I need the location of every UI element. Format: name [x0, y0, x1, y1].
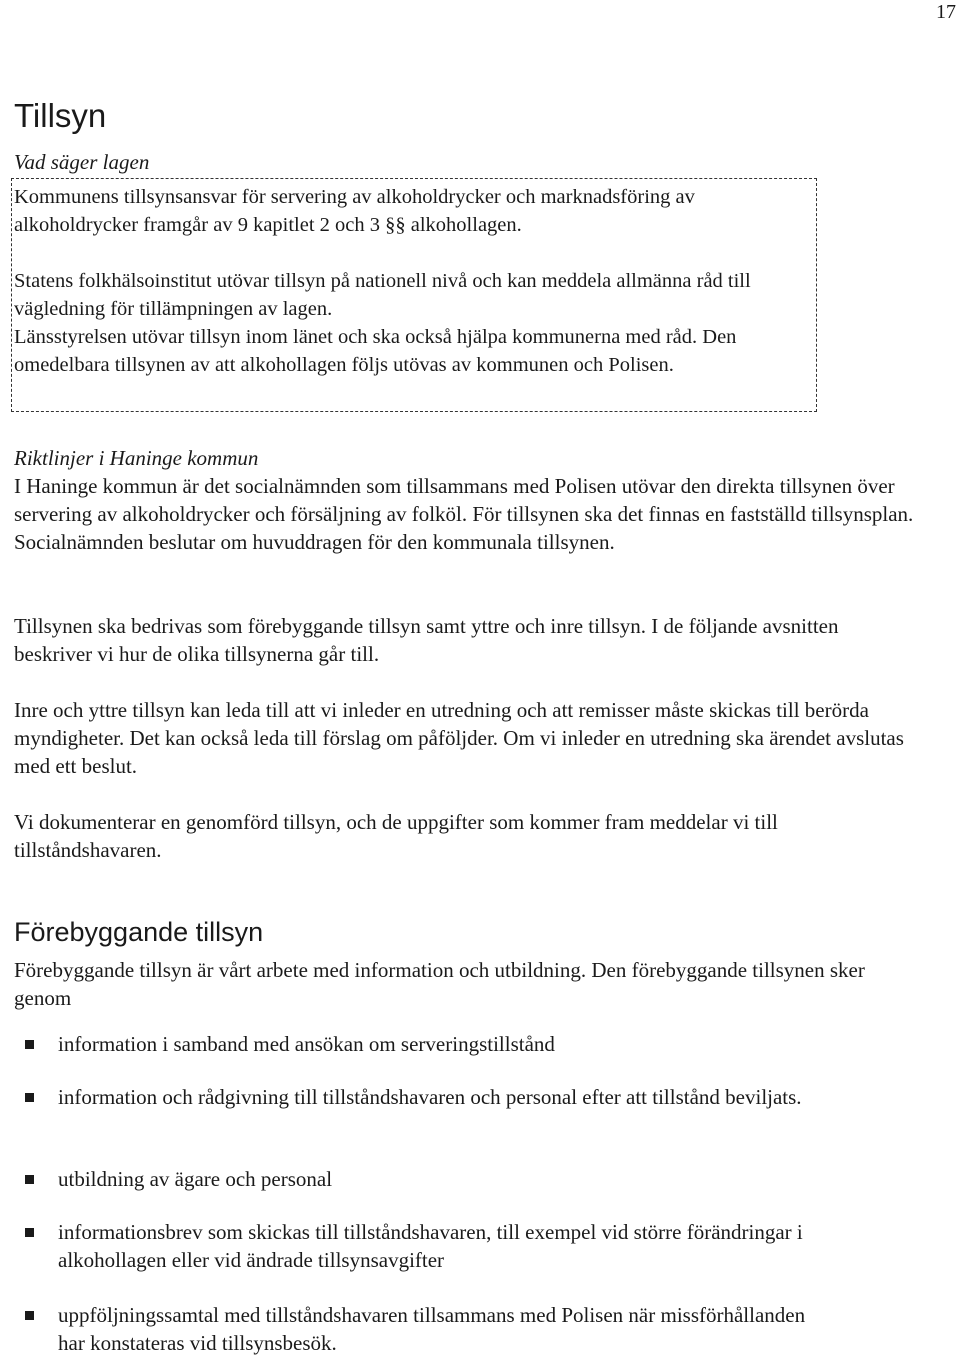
square-bullet-icon — [25, 1228, 34, 1237]
guidelines-paragraph-4: Vi dokumenterar en genomförd tillsyn, och de uppgifter som kommer fram meddelar vi till tillståndshavaren. — [14, 810, 778, 862]
list-item-text: informationsbrev som skickas till tillståndshavaren, till exempel vid större förändringar i alkohollagen eller vid ändrade tillsynsavgifter — [58, 1220, 803, 1272]
law-paragraph-2: Statens folkhälsoinstitut utövar tillsyn på nationell nivå och kan meddela allmänna råd till vägledning för tillämpningen av lagen. — [14, 270, 751, 320]
list-item-text: utbildning av ägare och personal — [58, 1167, 333, 1191]
list-item-text: information i samband med ansökan om serveringstillstånd — [58, 1032, 555, 1056]
list-item-text: information och rådgivning till tillståndshavaren och personal efter att tillstånd beviljats. — [58, 1085, 802, 1109]
guidelines-heading: Riktlinjer i Haninge kommun — [14, 446, 259, 470]
section-title-tillsyn: Tillsyn — [14, 97, 107, 134]
square-bullet-icon — [25, 1311, 34, 1320]
square-bullet-icon — [25, 1040, 34, 1049]
list-item-text: uppföljningssamtal med tillståndshavaren tillsammans med Polisen när missförhållanden har konstateras vid tillsynsbesök. — [58, 1303, 806, 1355]
law-paragraph-1: Kommunens tillsynsansvar för servering av alkoholdrycker och marknadsföring av alkoholdrycker framgår av 9 kapitlet 2 och 3 §§ alkohollagen. — [14, 186, 695, 236]
guidelines-paragraph-3: Inre och yttre tillsyn kan leda till att vi inleder en utredning och att remisser måste skickas till berörda myndigheter. Det kan också leda till förslag om påföljder. Om vi inleder en utredning ska ärendet avslutas med ett beslut. — [14, 698, 904, 778]
guidelines-paragraph-1: I Haninge kommun är det socialnämnden som tillsammans med Polisen utövar den direkta tillsynen över servering av alkoholdrycker och försäljning av folköl. För tillsynen ska det finnas en fastställd tillsynsplan. Socialnämnden beslutar om huvuddragen för den kommunala tillsynen. — [14, 474, 914, 554]
forebyggande-intro: Förebyggande tillsyn är vårt arbete med information och utbildning. Den förebyggande tillsynen sker genom — [14, 958, 865, 1010]
law-box — [11, 178, 817, 412]
square-bullet-icon — [25, 1093, 34, 1102]
square-bullet-icon — [25, 1175, 34, 1184]
page-number: 17 — [936, 1, 956, 23]
guidelines-paragraph-2: Tillsynen ska bedrivas som förebyggande tillsyn samt yttre och inre tillsyn. I de följande avsnitten beskriver vi hur de olika tillsynerna går till. — [14, 614, 839, 666]
law-heading: Vad säger lagen — [14, 150, 150, 174]
section-title-forebyggande: Förebyggande tillsyn — [14, 917, 264, 947]
law-paragraph-3: Länsstyrelsen utövar tillsyn inom länet och ska också hjälpa kommunerna med råd. Den omedelbara tillsynen av att alkohollagen följs utövas av kommunen och Polisen. — [14, 326, 737, 376]
